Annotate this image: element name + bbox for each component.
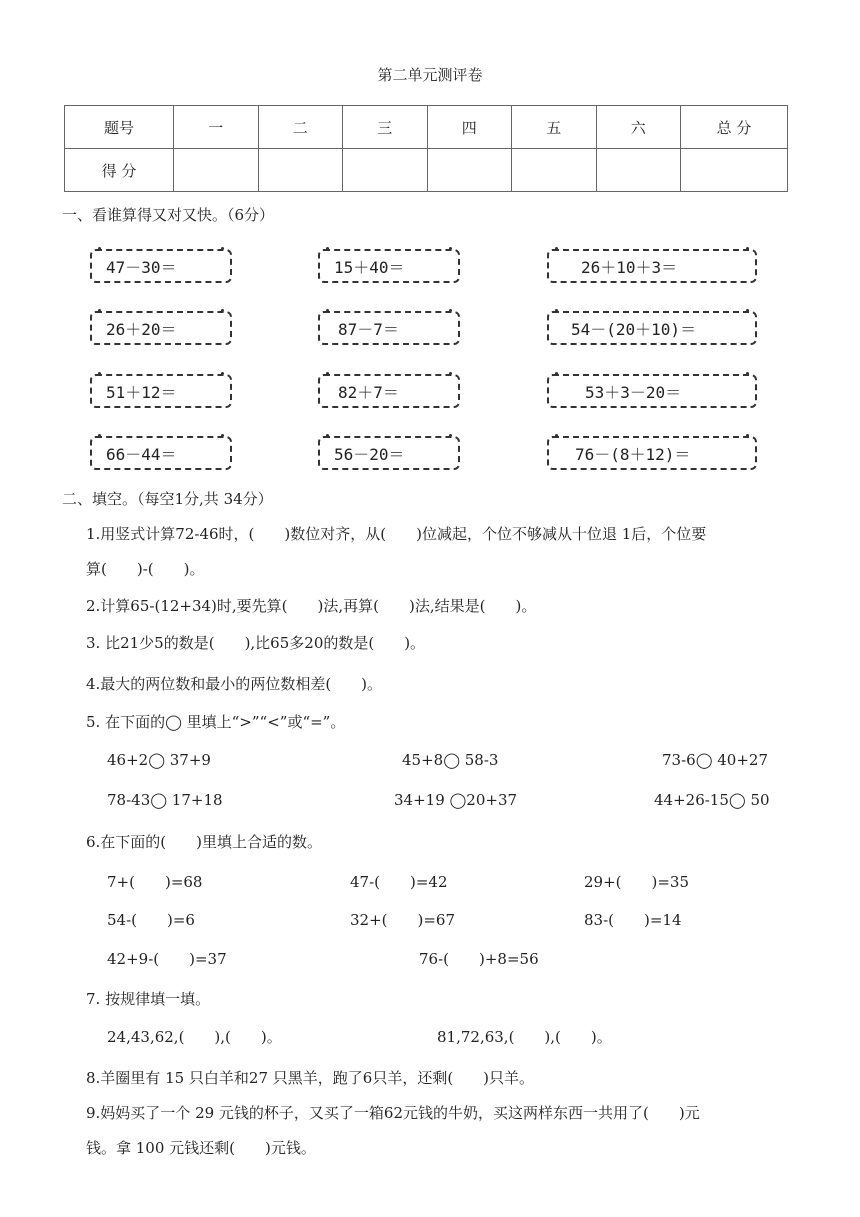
calc-expression: 51＋12＝ [106,383,177,402]
score-input-cell[interactable] [343,149,428,192]
fill-item: 29+( )=35 [584,873,690,891]
question-9-line2: 钱。拿 100 元钱还剩( )元钱。 [86,1139,316,1157]
calc-card [318,311,460,345]
score-input-cell[interactable] [427,149,512,192]
compare-item: 78-43◯ 17+18 [107,791,223,809]
compare-item: 46+2◯ 37+9 [107,751,211,769]
score-input-cell[interactable] [258,149,343,192]
score-header-cell: 六 [596,106,681,149]
score-header-cell: 四 [427,106,512,149]
fill-item: 76-( )+8=56 [419,950,539,968]
question-4: 4.最大的两位数和最小的两位数相差( )。 [86,675,383,693]
calc-card [90,249,232,283]
question-1-line2: 算( )-( )。 [86,560,205,578]
score-header-cell: 题号 [65,106,174,149]
sequence-item: 24,43,62,( ),( )。 [107,1028,282,1046]
calc-card [318,436,460,470]
calc-card [90,311,232,345]
calc-expression: 54－(20＋10)＝ [571,320,697,339]
score-header-cell: 五 [512,106,597,149]
score-input-cell[interactable] [174,149,259,192]
fill-item: 54-( )=6 [107,911,195,929]
score-table [64,105,788,192]
score-input-cell[interactable] [512,149,597,192]
score-header-cell: 二 [258,106,343,149]
fill-item: 32+( )=67 [350,911,456,929]
calc-expression: 56－20＝ [334,445,405,464]
score-table-header-row [65,106,788,149]
calc-expression: 26＋20＝ [106,320,177,339]
section1-heading: 一、看谁算得又对又快。（6分） [62,206,275,224]
calc-expression: 76－(8＋12)＝ [575,445,691,464]
page-title: 第二单元测评卷 [377,66,483,84]
question-9-line1: 9.妈妈买了一个 29 元钱的杯子，又买了一箱62元钱的牛奶，买这两样东西一共用了( )元 [86,1104,700,1122]
fill-item: 47-( )=42 [350,873,448,891]
calc-card [547,436,757,470]
calc-expression: 87－7＝ [338,320,399,339]
calc-expression: 82＋7＝ [338,383,399,402]
calc-card [90,374,232,408]
compare-item: 44+26-15◯ 50 [654,791,770,809]
calc-card [547,374,757,408]
score-row-label: 得 分 [65,149,174,192]
question-8: 8.羊圈里有 15 只白羊和27 只黑羊，跑了6只羊，还剩( )只羊。 [86,1069,535,1087]
calc-expression: 15＋40＝ [334,258,405,277]
calc-expression: 53＋3－20＝ [585,383,682,402]
question-7: 7. 按规律填一填。 [86,990,211,1008]
score-header-cell: 总 分 [681,106,788,149]
score-input-cell[interactable] [681,149,788,192]
compare-item: 34+19 ◯20+37 [394,791,518,809]
fill-item: 42+9-( )=37 [107,950,227,968]
calc-card [547,249,757,283]
compare-item: 45+8◯ 58-3 [402,751,499,769]
question-2: 2.计算65-(12+34)时,要先算( )法,再算( )法,结果是( )。 [86,597,537,615]
sequence-item: 81,72,63,( ),( )。 [437,1028,612,1046]
compare-item: 73-6◯ 40+27 [662,751,768,769]
calc-card [90,436,232,470]
calc-expression: 26＋10＋3＝ [581,258,678,277]
fill-item: 7+( )=68 [107,873,203,891]
question-5: 5. 在下面的◯ 里填上“>”“<”或“=”。 [86,713,346,731]
calc-expression: 47－30＝ [106,258,177,277]
score-table-score-row [65,149,788,192]
question-6: 6.在下面的( )里填上合适的数。 [86,833,323,851]
score-header-cell: 一 [174,106,259,149]
score-input-cell[interactable] [596,149,681,192]
calc-card [318,374,460,408]
question-1-line1: 1.用竖式计算72-46时，( )数位对齐，从( )位减起，个位不够减从十位退 1后，个位要 [86,525,707,543]
calc-card [318,249,460,283]
question-3: 3. 比21少5的数是( ),比65多20的数是( )。 [86,634,426,652]
calc-card [547,311,757,345]
fill-item: 83-( )=14 [584,911,682,929]
section2-heading: 二、填空。（每空1分,共 34分） [62,490,273,508]
score-header-cell: 三 [343,106,428,149]
calc-expression: 66－44＝ [106,445,177,464]
